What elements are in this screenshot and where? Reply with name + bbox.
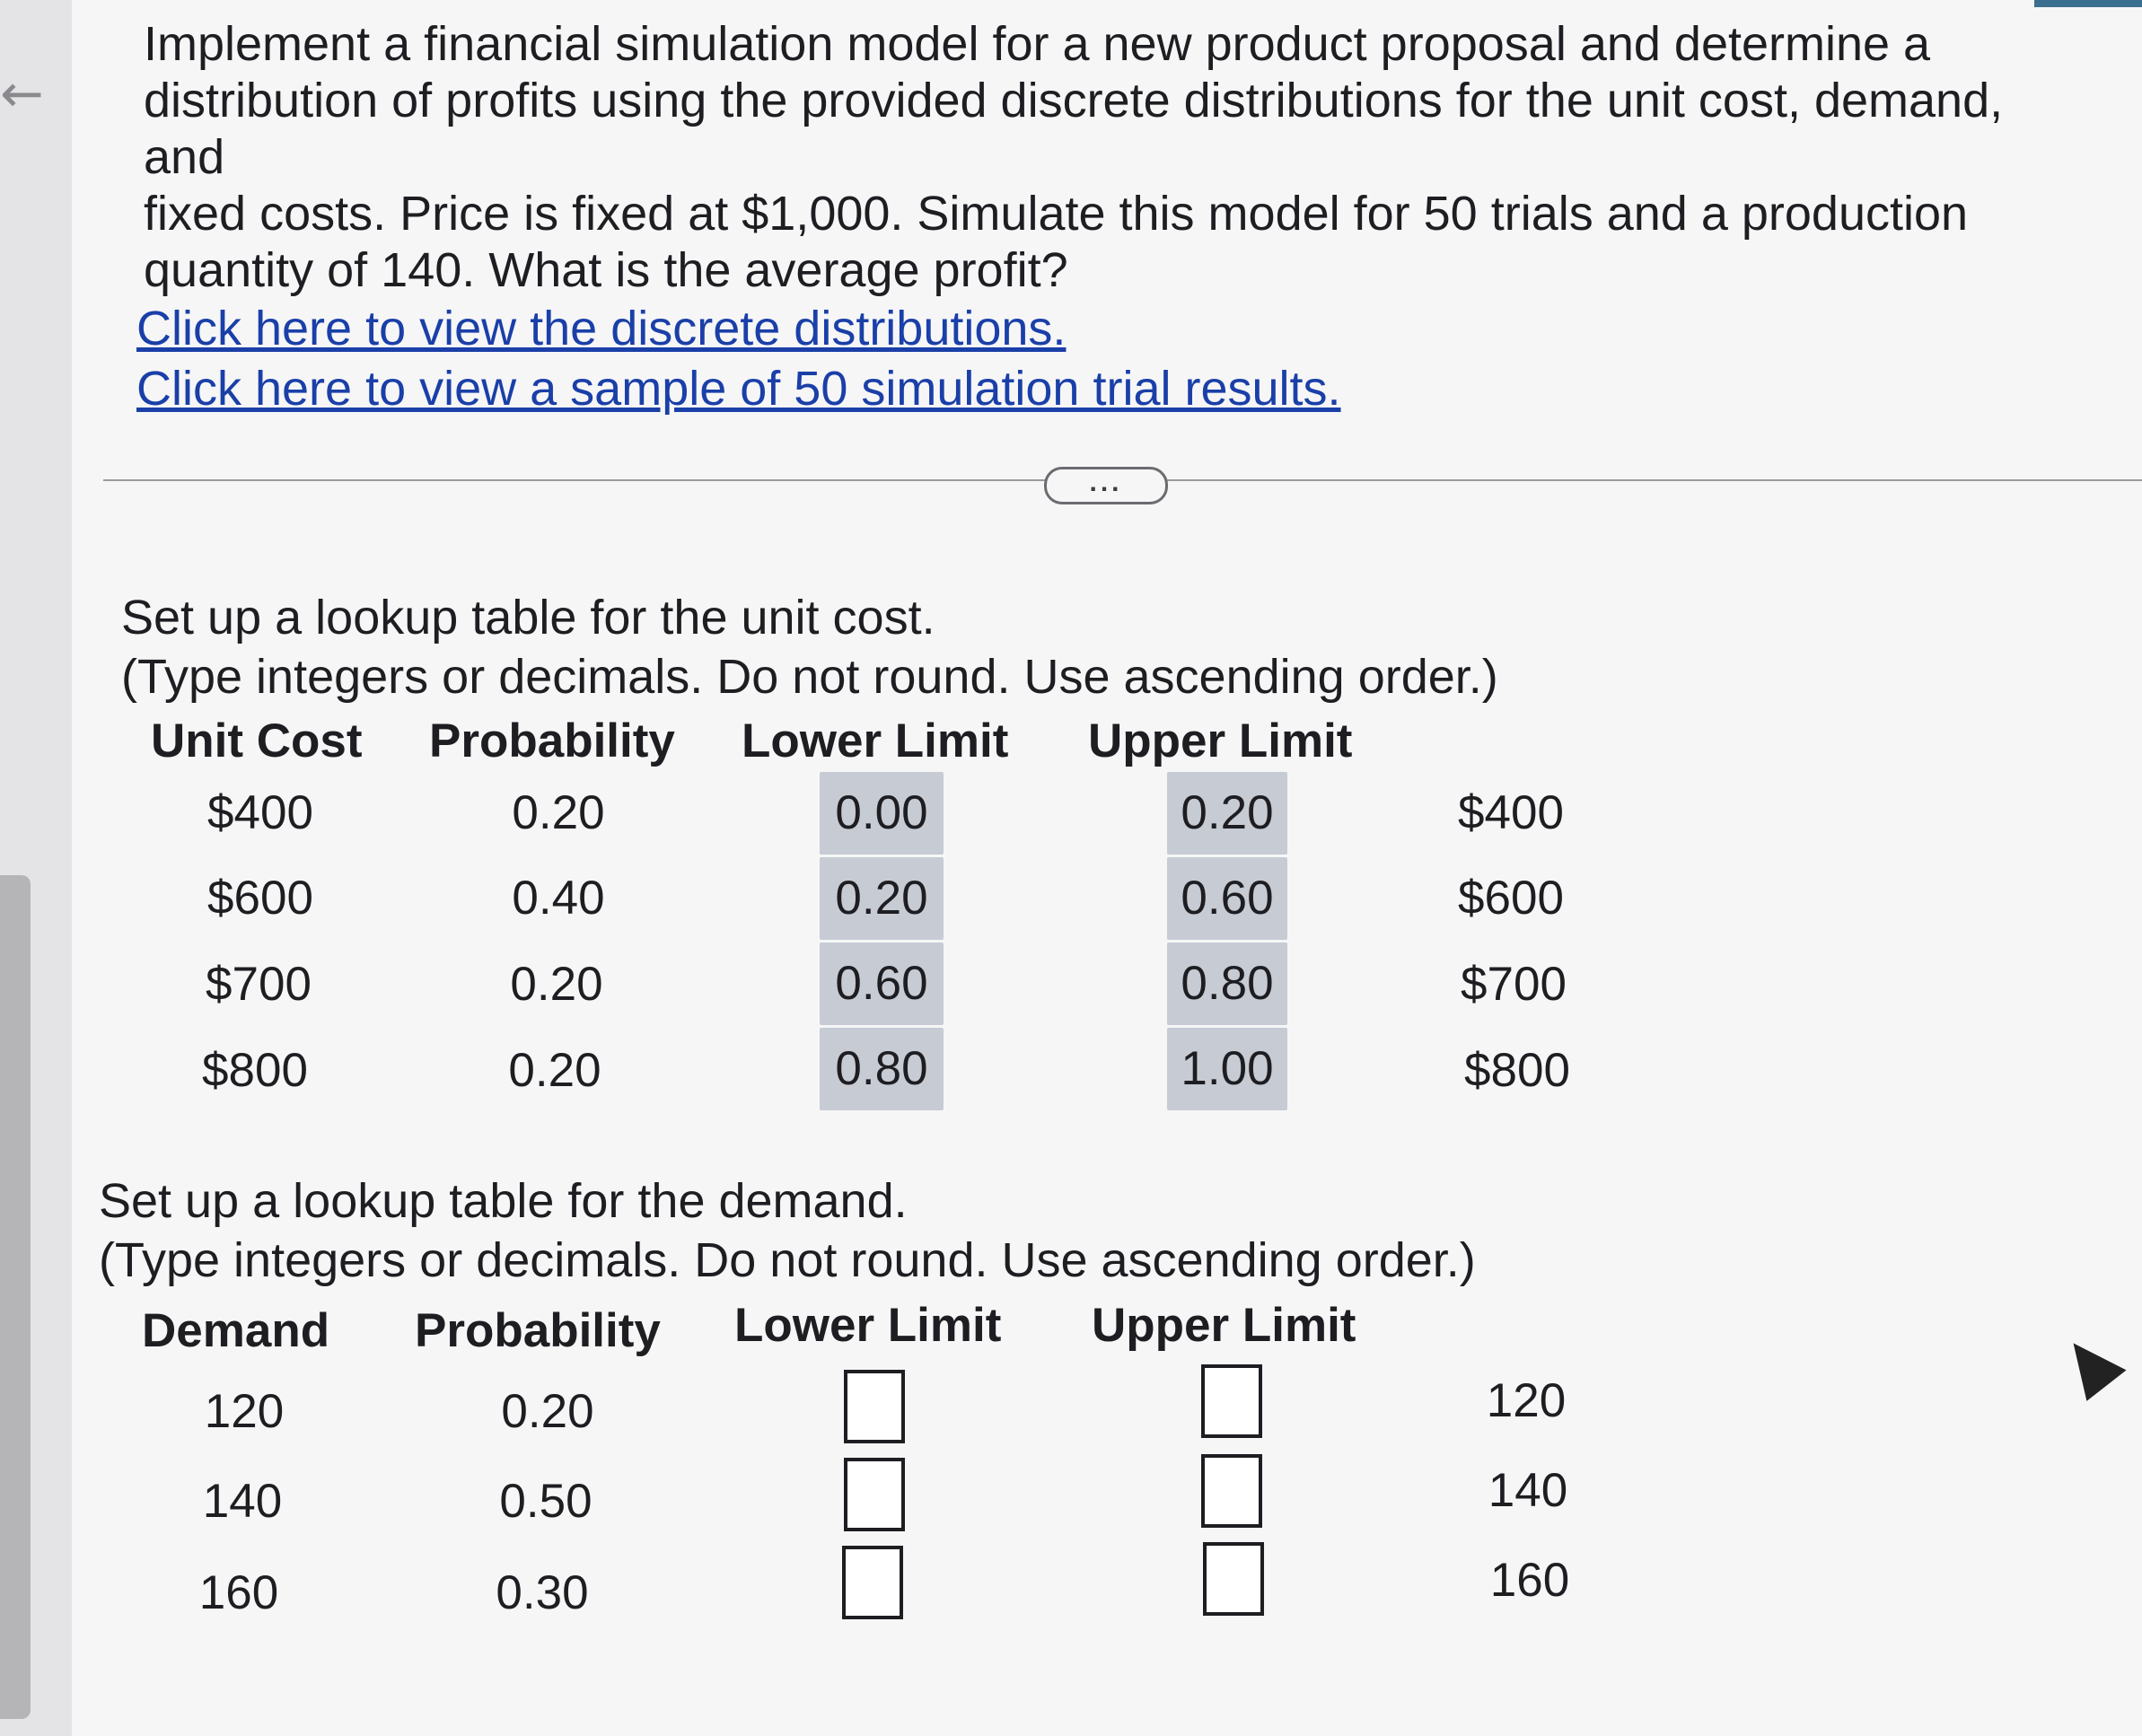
demand-value: 120 xyxy=(204,1385,285,1438)
unit-cost-value: $400 xyxy=(207,786,313,839)
unit-cost-lookup-value: $700 xyxy=(1461,958,1567,1011)
unit-cost-lookup-value: $400 xyxy=(1458,786,1564,839)
unit-cost-upper-limit[interactable]: 1.00 xyxy=(1167,1028,1287,1110)
unit-cost-upper-limit[interactable]: 0.60 xyxy=(1167,857,1287,940)
unit-cost-probability: 0.40 xyxy=(512,872,605,925)
demand-upper-limit-input[interactable] xyxy=(1203,1542,1264,1616)
unit-cost-probability: 0.20 xyxy=(510,958,603,1011)
unit-cost-prompt: Set up a lookup table for the unit cost. xyxy=(121,591,935,644)
unit-cost-upper-limit[interactable]: 0.80 xyxy=(1167,943,1287,1025)
lower-limit-header: Lower Limit xyxy=(742,715,1009,767)
unit-cost-section xyxy=(121,588,1498,706)
demand-value: 140 xyxy=(202,1475,283,1528)
scrollbar[interactable] xyxy=(0,875,31,1719)
demand-probability: 0.30 xyxy=(496,1566,589,1619)
view-distributions-link[interactable]: Click here to view the discrete distributions. xyxy=(136,302,1067,355)
probability-header: Probability xyxy=(429,715,675,767)
unit-cost-lower-limit[interactable]: 0.80 xyxy=(820,1028,944,1110)
unit-cost-lower-limit[interactable]: 0.60 xyxy=(820,943,944,1025)
demand-section xyxy=(99,1171,1476,1290)
demand-probability: 0.20 xyxy=(501,1385,594,1438)
unit-cost-header: Unit Cost xyxy=(151,715,363,767)
question-line: fixed costs. Price is fixed at $1,000. Simulate this model for 50 trials and a production xyxy=(144,187,1969,241)
unit-cost-probability: 0.20 xyxy=(512,786,605,839)
unit-cost-lookup-value: $800 xyxy=(1464,1044,1570,1097)
top-accent-bar xyxy=(2034,0,2142,7)
question-line: quantity of 140. What is the average profit? xyxy=(144,243,1068,297)
demand-probability: 0.50 xyxy=(499,1475,593,1528)
demand-lookup-value: 140 xyxy=(1488,1464,1568,1517)
upper-limit-header: Upper Limit xyxy=(1088,715,1353,767)
question-text xyxy=(136,16,2074,419)
unit-cost-probability: 0.20 xyxy=(508,1044,601,1097)
demand-lookup-value: 120 xyxy=(1486,1374,1567,1427)
demand-value: 160 xyxy=(198,1566,279,1619)
expand-more-button[interactable]: ... xyxy=(1044,467,1168,504)
view-sample-results-link[interactable]: Click here to view a sample of 50 simulation trial results. xyxy=(136,362,1341,416)
back-arrow-icon[interactable]: ← xyxy=(0,63,44,124)
left-panel xyxy=(0,0,72,1736)
probability-header: Probability xyxy=(415,1304,661,1357)
question-line: Implement a financial simulation model for a new product proposal and determine a xyxy=(144,17,1931,71)
unit-cost-lookup-value: $600 xyxy=(1458,872,1564,925)
demand-lookup-value: 160 xyxy=(1489,1554,1570,1607)
demand-lower-limit-input[interactable] xyxy=(842,1546,903,1619)
demand-lower-limit-input[interactable] xyxy=(844,1370,905,1443)
demand-instruction: (Type integers or decimals. Do not round. Use ascending order.) xyxy=(99,1233,1476,1287)
unit-cost-value: $700 xyxy=(206,958,312,1011)
upper-limit-header: Upper Limit xyxy=(1092,1299,1356,1352)
demand-header: Demand xyxy=(142,1304,330,1357)
demand-prompt: Set up a lookup table for the demand. xyxy=(99,1174,908,1228)
demand-upper-limit-input[interactable] xyxy=(1201,1454,1262,1528)
unit-cost-lower-limit[interactable]: 0.20 xyxy=(820,857,944,940)
unit-cost-instruction: (Type integers or decimals. Do not round. Use ascending order.) xyxy=(121,650,1498,704)
lower-limit-header: Lower Limit xyxy=(734,1299,1002,1352)
unit-cost-lower-limit[interactable]: 0.00 xyxy=(820,772,944,855)
demand-lower-limit-input[interactable] xyxy=(844,1458,905,1531)
unit-cost-upper-limit[interactable]: 0.20 xyxy=(1167,772,1287,855)
unit-cost-value: $600 xyxy=(207,872,313,925)
demand-upper-limit-input[interactable] xyxy=(1201,1364,1262,1438)
unit-cost-value: $800 xyxy=(202,1044,308,1097)
question-line: distribution of profits using the provided discrete distributions for the unit cost, demand, and xyxy=(144,74,2004,184)
